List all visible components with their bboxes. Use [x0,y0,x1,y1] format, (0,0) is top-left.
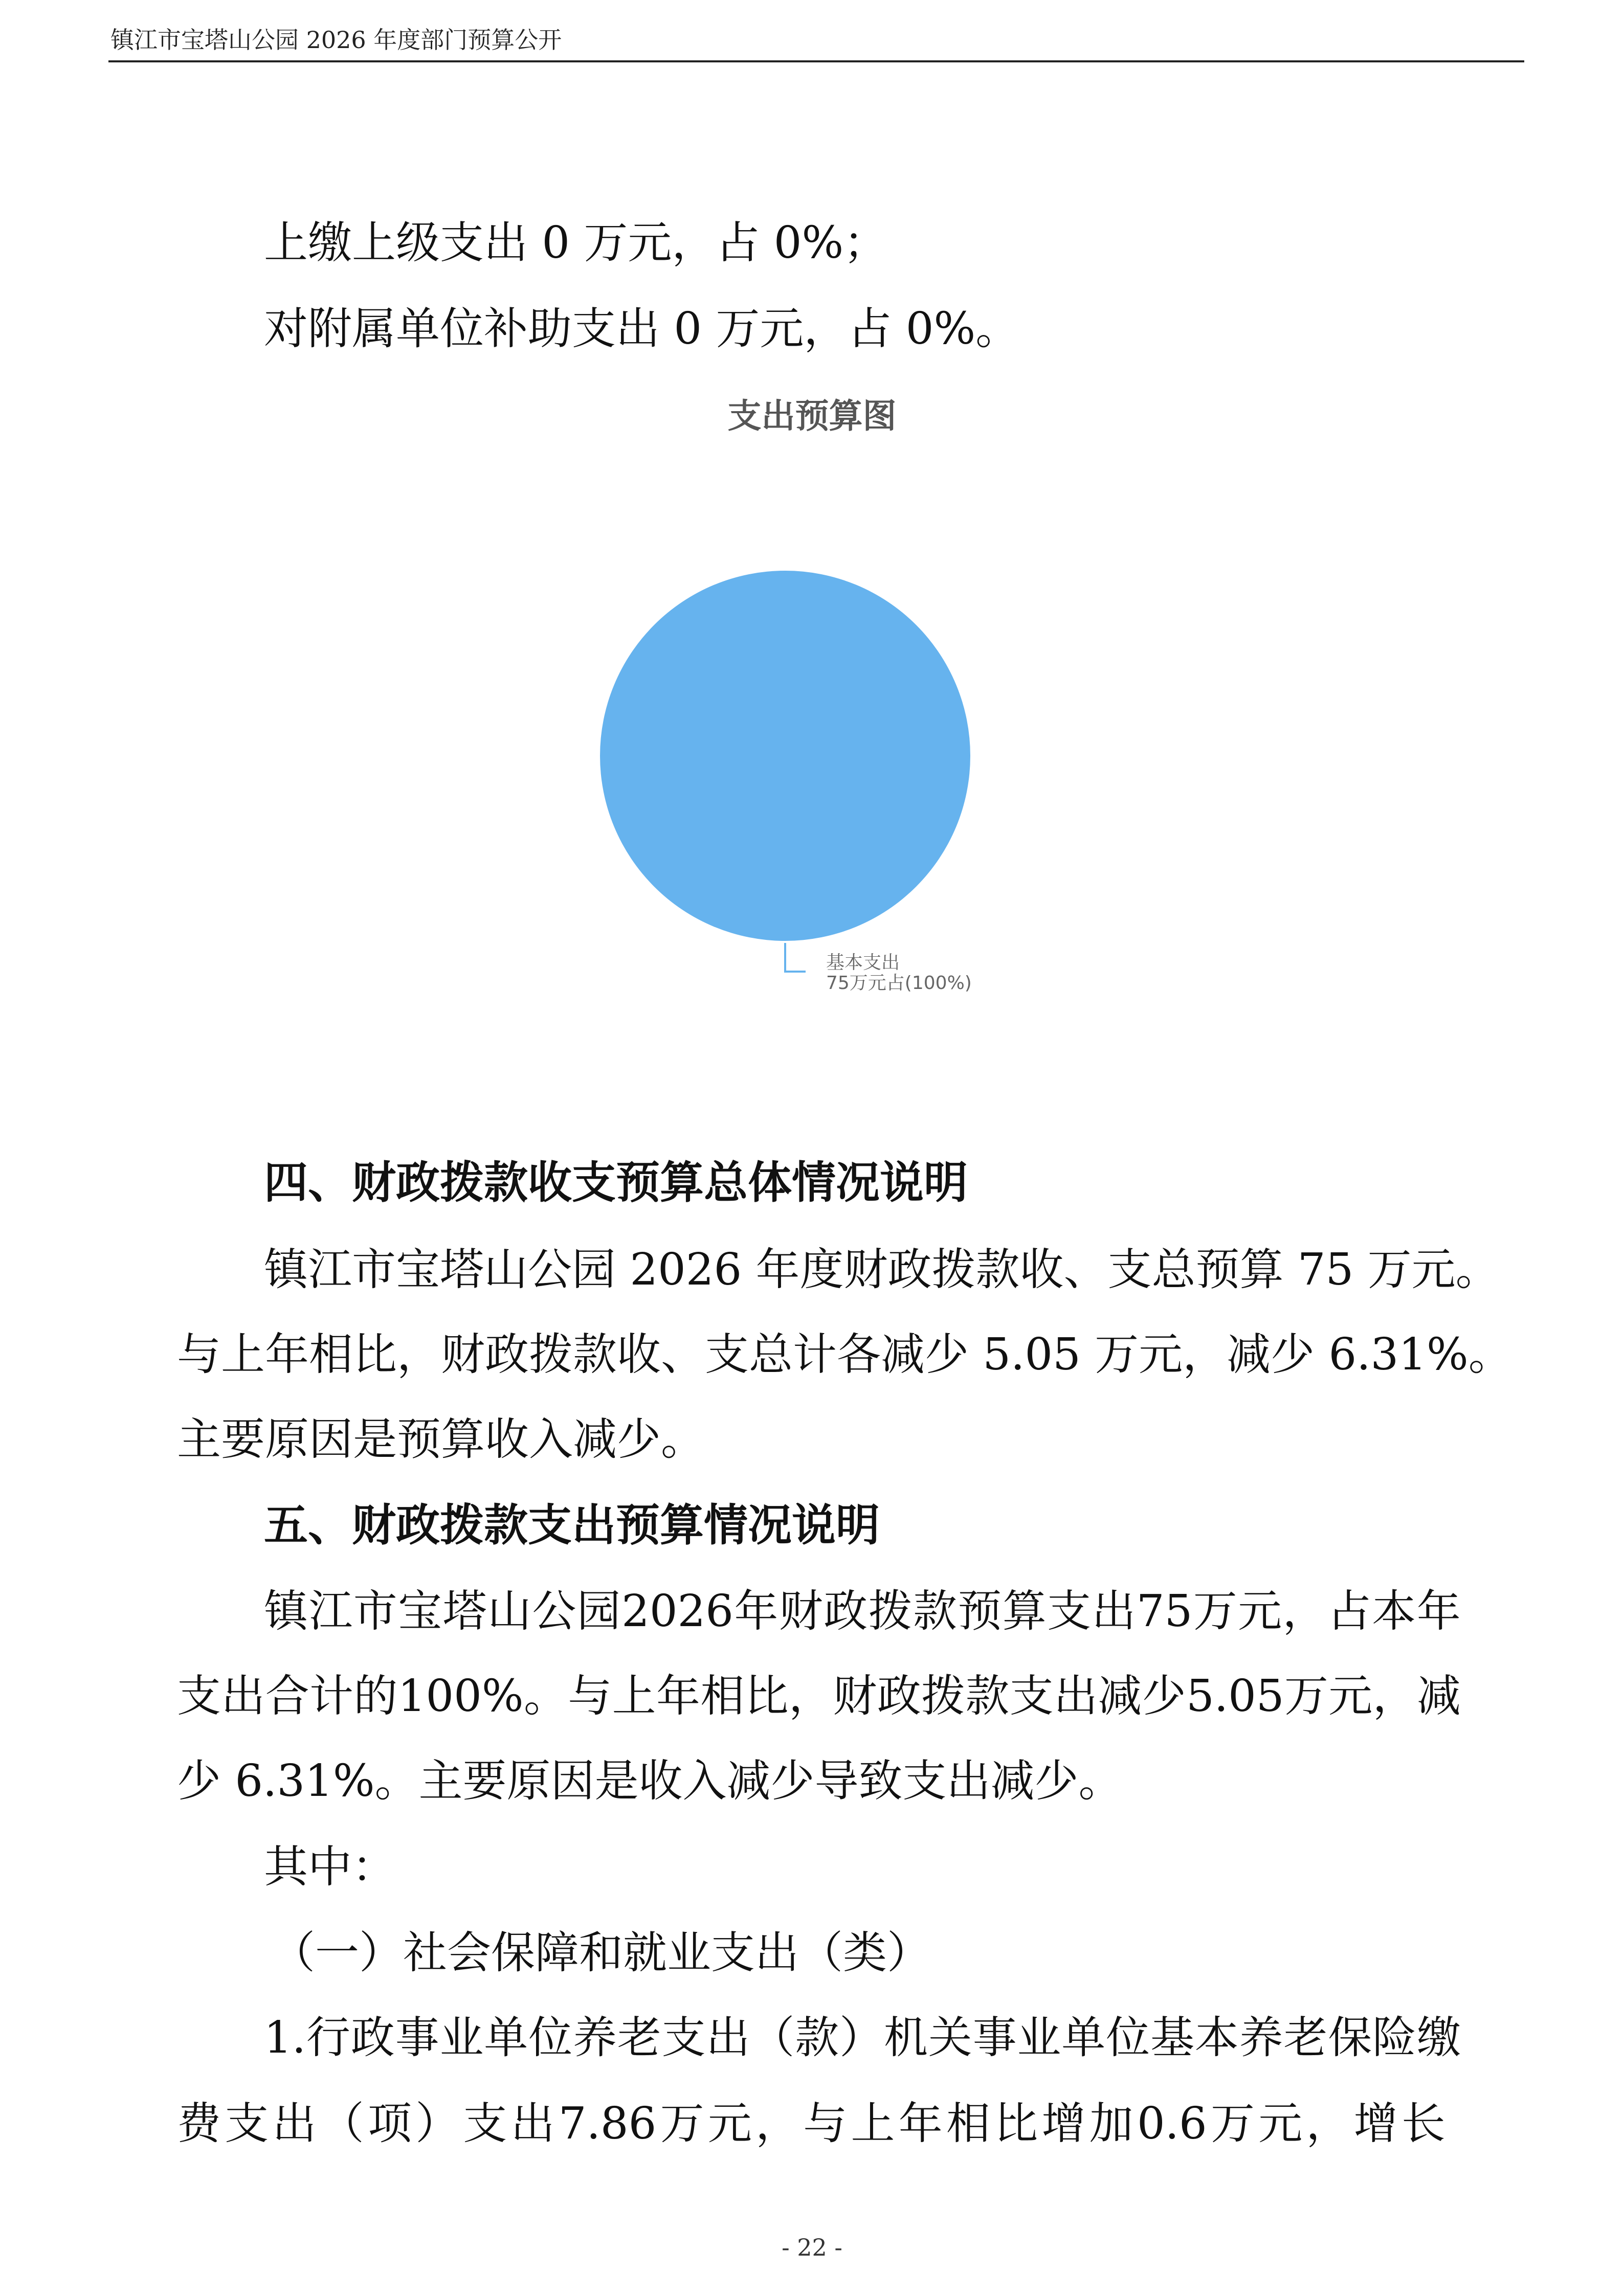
text-line: 与上年相比，财政拨款收、支总计各减少 5.05 万元，减少 6.31%。 [177,1329,1512,1380]
section-heading: 五、财政拨款支出预算情况说明 [264,1500,880,1551]
text-line: （一）社会保障和就业支出（类） [271,1927,931,1978]
section-heading: 四、财政拨款收支预算总体情况说明 [264,1157,968,1208]
chart-title: 支出预算图 [727,396,897,436]
pie-label-name: 基本支出 [826,952,900,973]
text-line: 少 6.31%。主要原因是收入减少导致支出减少。 [177,1755,1123,1807]
pie-slice [600,571,970,941]
text-line: 支 出 合 计 的 100% 。 与 上 年 相 比 ， 财 政 拨 款 支 出 减 少 5.05 万 元 ， 减 [177,1671,1461,1722]
leader-line [785,943,806,972]
text-line: 对附属单位补助支出 0 万元，占 0%。 [264,303,1020,354]
text-line: 上缴上级支出 0 万元，占 0%； [264,217,888,268]
pie-label-value: 75万元占(100%) [826,973,972,994]
text-line: 其中： [264,1841,396,1893]
running-header: 镇江市宝塔山公园 2026 年度部门预算公开 [110,26,562,54]
text-line: 费 支 出 （ 项 ） 支 出 7.86 万 元 ， 与 上 年 相 比 增 加 0.6 万 元 ， 增 长 [177,2098,1445,2149]
text-line: 镇 江 市 宝 塔 山 公 园 2026 年 财 政 拨 款 预 算 支 出 75 万 元 ， 占 本 年 [264,1586,1461,1637]
text-line: 镇江市宝塔山公园 2026 年度财政拨款收、支总预算 75 万元。 [264,1244,1500,1295]
page-number: - 22 - [782,2234,842,2261]
text-line: 主要原因是预算收入减少。 [177,1414,705,1465]
text-line: 1. 行 政 事 业 单 位 养 老 支 出 （ 款 ） 机 关 事 业 单 位 基 本 养 老 保 险 缴 [264,2012,1461,2063]
